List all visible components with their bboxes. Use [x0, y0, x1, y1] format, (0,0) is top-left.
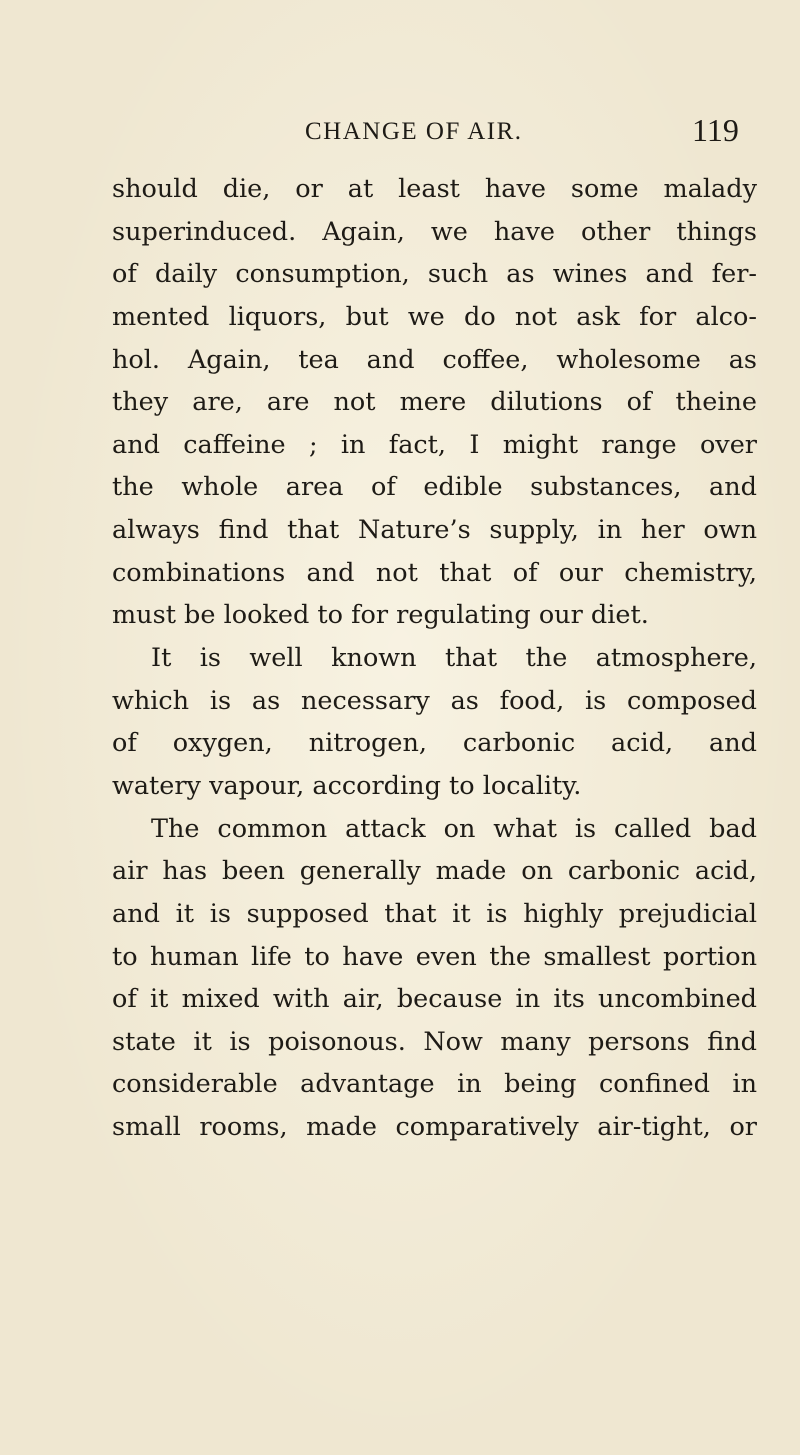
text-line: and it is supposed that it is highly prejudicial: [112, 898, 757, 929]
text-line: which is as necessary as food, is composed: [112, 685, 757, 716]
text-line: to human life to have even the smallest portion: [112, 941, 757, 972]
text-line: always find that Nature’s supply, in her own: [112, 515, 757, 546]
text-line: mented liquors, but we do not ask for alco-: [112, 301, 757, 332]
text-line: of it mixed with air, because in its uncombined: [112, 984, 757, 1015]
text-line: the whole area of edible substances, and: [112, 472, 757, 503]
text-line: state it is poisonous. Now many persons find: [112, 1026, 757, 1057]
text-line: hol. Again, tea and coffee, wholesome as: [112, 344, 757, 375]
text-line: of oxygen, nitrogen, carbonic acid, and: [112, 728, 757, 759]
text-line: air has been generally made on carbonic acid,: [112, 856, 757, 887]
text-line: of daily consumption, such as wines and fer-: [112, 259, 757, 290]
body-text: [112, 168, 757, 1149]
text-line: and caffeine ; in fact, I might range over: [112, 429, 757, 460]
text-line: superinduced. Again, we have other things: [112, 216, 757, 247]
page-number: 119: [692, 112, 739, 148]
page-header: [0, 112, 800, 158]
text-line: considerable advantage in being confined in: [112, 1069, 757, 1100]
running-head: CHANGE OF AIR.: [305, 118, 523, 145]
text-line: combinations and not that of our chemistry,: [112, 557, 757, 588]
text-line: they are, are not mere dilutions of theine: [112, 387, 757, 418]
text-line: It is well known that the atmosphere,: [151, 643, 757, 674]
text-line: must be looked to for regulating our diet.: [112, 600, 649, 631]
text-line: The common attack on what is called bad: [151, 813, 757, 844]
text-line: should die, or at least have some malady: [112, 174, 757, 204]
text-line: small rooms, made comparatively air-tight, or: [112, 1112, 757, 1143]
text-line: watery vapour, according to locality.: [112, 770, 582, 801]
